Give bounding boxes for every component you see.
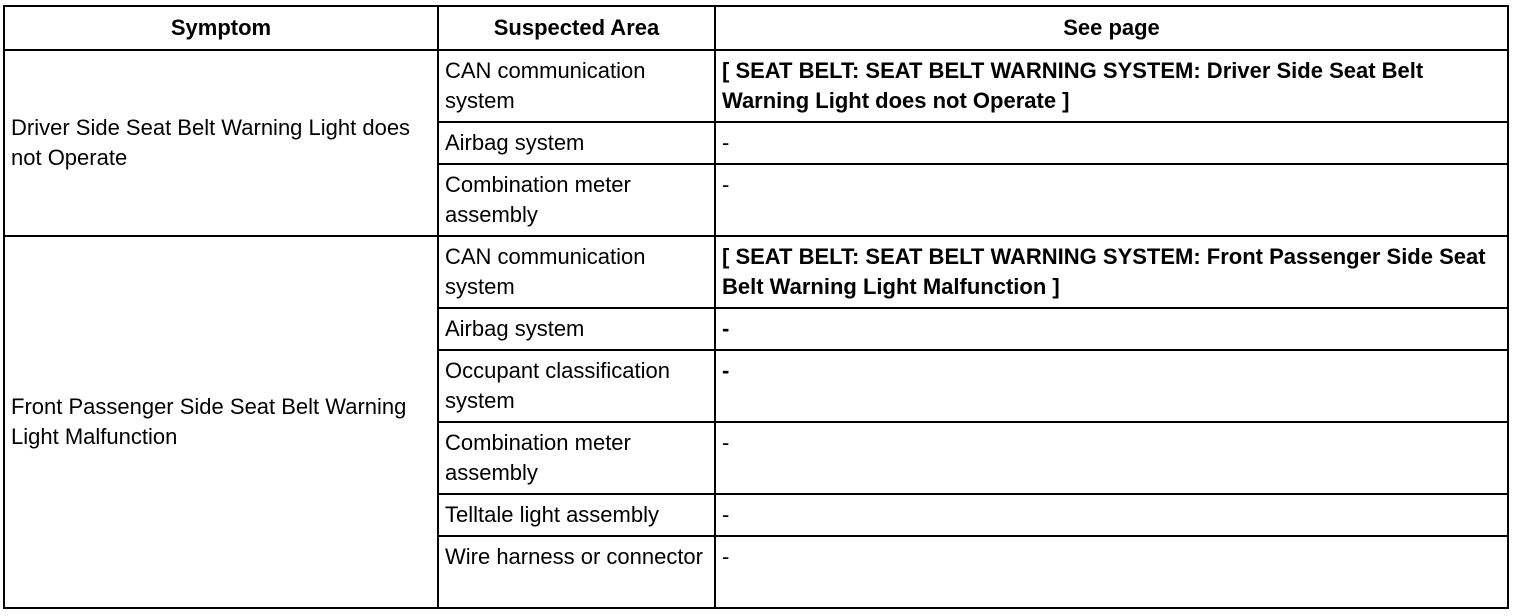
suspected-area-cell: Telltale light assembly xyxy=(438,494,715,536)
header-suspected-area: Suspected Area xyxy=(438,6,715,50)
header-symptom: Symptom xyxy=(4,6,438,50)
suspected-area-cell: CAN communication system xyxy=(438,236,715,308)
see-page-cell: - xyxy=(715,308,1508,350)
suspected-area-cell: Combination meter assembly xyxy=(438,164,715,236)
suspected-area-cell: Airbag system xyxy=(438,308,715,350)
see-page-cell: - xyxy=(715,164,1508,236)
suspected-area-cell: Occupant classification system xyxy=(438,350,715,422)
see-page-cell: - xyxy=(715,422,1508,494)
table-row xyxy=(4,236,1508,308)
header-row xyxy=(4,6,1508,50)
suspected-area-cell: Airbag system xyxy=(438,122,715,164)
see-page-link[interactable]: [ SEAT BELT: SEAT BELT WARNING SYSTEM: Front Passenger Side Seat Belt Warning Light Malfunction ] xyxy=(715,236,1508,308)
see-page-link[interactable]: [ SEAT BELT: SEAT BELT WARNING SYSTEM: Driver Side Seat Belt Warning Light does not Operate ] xyxy=(715,50,1508,122)
suspected-area-cell: CAN communication system xyxy=(438,50,715,122)
table-row xyxy=(4,50,1508,122)
see-page-cell: - xyxy=(715,122,1508,164)
symptom-cell: Driver Side Seat Belt Warning Light does not Operate xyxy=(4,50,438,236)
see-page-cell: - xyxy=(715,536,1508,608)
diagnosis-table xyxy=(3,5,1509,609)
symptom-cell: Front Passenger Side Seat Belt Warning Light Malfunction xyxy=(4,236,438,608)
see-page-cell: - xyxy=(715,350,1508,422)
suspected-area-cell: Combination meter assembly xyxy=(438,422,715,494)
suspected-area-cell: Wire harness or connector xyxy=(438,536,715,608)
diagnosis-table-container xyxy=(3,5,1509,609)
see-page-cell: - xyxy=(715,494,1508,536)
header-see-page: See page xyxy=(715,6,1508,50)
